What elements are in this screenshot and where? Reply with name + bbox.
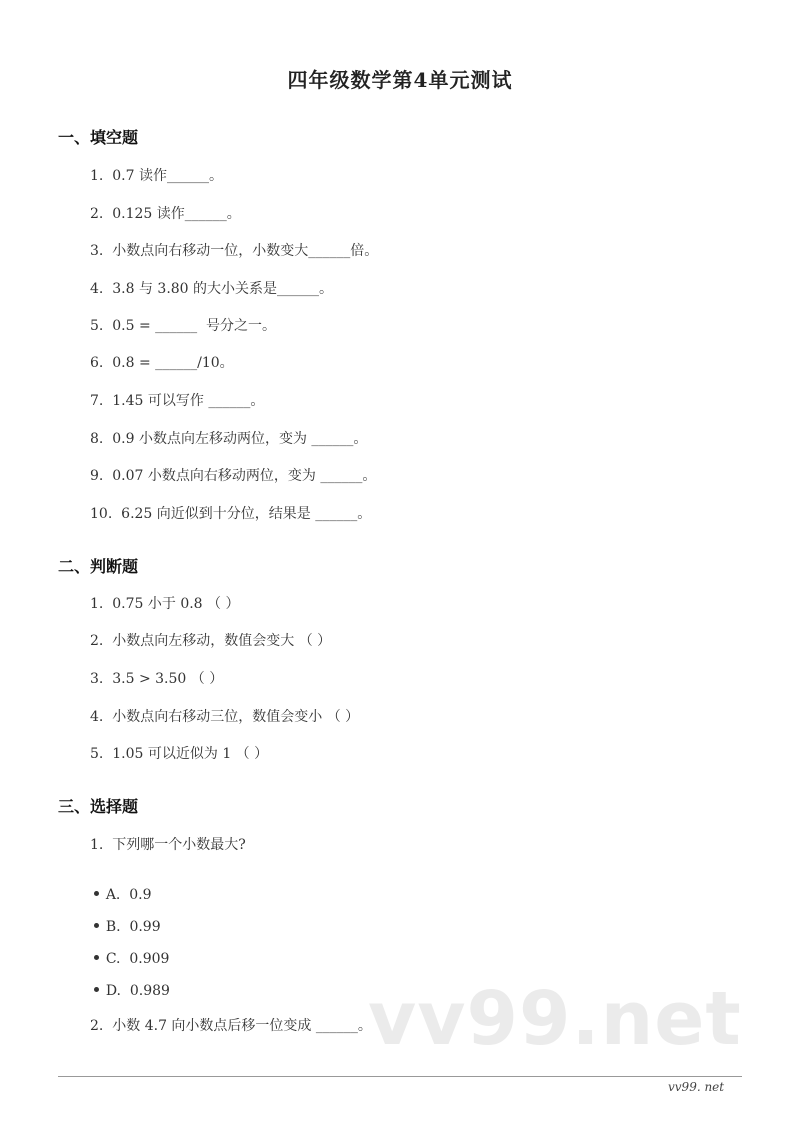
true-false-item-4: 4. 小数点向右移动三位，数值会变小 （ ） — [90, 709, 360, 725]
true-false-item-5: 5. 1.05 可以近似为 1 （ ） — [90, 746, 269, 762]
fill-blank-item-1: 1. 0.7 读作______。 — [90, 168, 223, 184]
choice-option-d — [76, 967, 170, 1015]
fill-blank-item-4: 4. 3.8 与 3.80 的大小关系是______。 — [90, 281, 334, 297]
page-title: 四年级数学第4单元测试 — [287, 68, 513, 92]
bullet-icon — [94, 987, 99, 992]
choice-option-d-label: D. 0.989 — [105, 983, 170, 999]
choice-question-1: 1. 下列哪一个小数最大? — [90, 837, 246, 853]
fill-blank-item-7: 7. 1.45 可以写作 ______。 — [90, 393, 265, 409]
fill-blank-item-3: 3. 小数点向右移动一位，小数变大______倍。 — [90, 243, 379, 259]
true-false-item-2: 2. 小数点向左移动，数值会变大 （ ） — [90, 633, 332, 649]
watermark: vv99.net — [368, 976, 742, 1062]
choice-option-b-label: B. 0.99 — [105, 919, 161, 935]
footer-site-label: vv99. net — [668, 1080, 725, 1094]
choice-question-2: 2. 小数 4.7 向小数点后移一位变成 ______。 — [90, 1018, 372, 1034]
bullet-icon — [94, 923, 99, 928]
section-heading-fill-blank: 一、填空题 — [58, 128, 139, 147]
fill-blank-item-6: 6. 0.8 = ______/10。 — [90, 355, 234, 371]
choice-option-c-label: C. 0.909 — [105, 951, 170, 967]
section-heading-true-false: 二、判断题 — [58, 557, 139, 576]
fill-blank-item-8: 8. 0.9 小数点向左移动两位，变为 ______。 — [90, 431, 368, 447]
true-false-item-1: 1. 0.75 小于 0.8 （ ） — [90, 596, 240, 612]
choice-option-a-label: A. 0.9 — [105, 887, 152, 903]
bullet-icon — [94, 955, 99, 960]
fill-blank-item-9: 9. 0.07 小数点向右移动两位，变为 ______。 — [90, 468, 377, 484]
section-heading-multiple-choice: 三、选择题 — [58, 797, 139, 816]
footer-divider — [58, 1076, 742, 1077]
true-false-item-3: 3. 3.5 > 3.50 （ ） — [90, 671, 224, 687]
bullet-icon — [94, 891, 99, 896]
fill-blank-item-10: 10. 6.25 向近似到十分位，结果是 ______。 — [90, 506, 372, 522]
fill-blank-item-5: 5. 0.5 = ______ 号分之一。 — [90, 318, 277, 334]
fill-blank-item-2: 2. 0.125 读作______。 — [90, 206, 241, 222]
